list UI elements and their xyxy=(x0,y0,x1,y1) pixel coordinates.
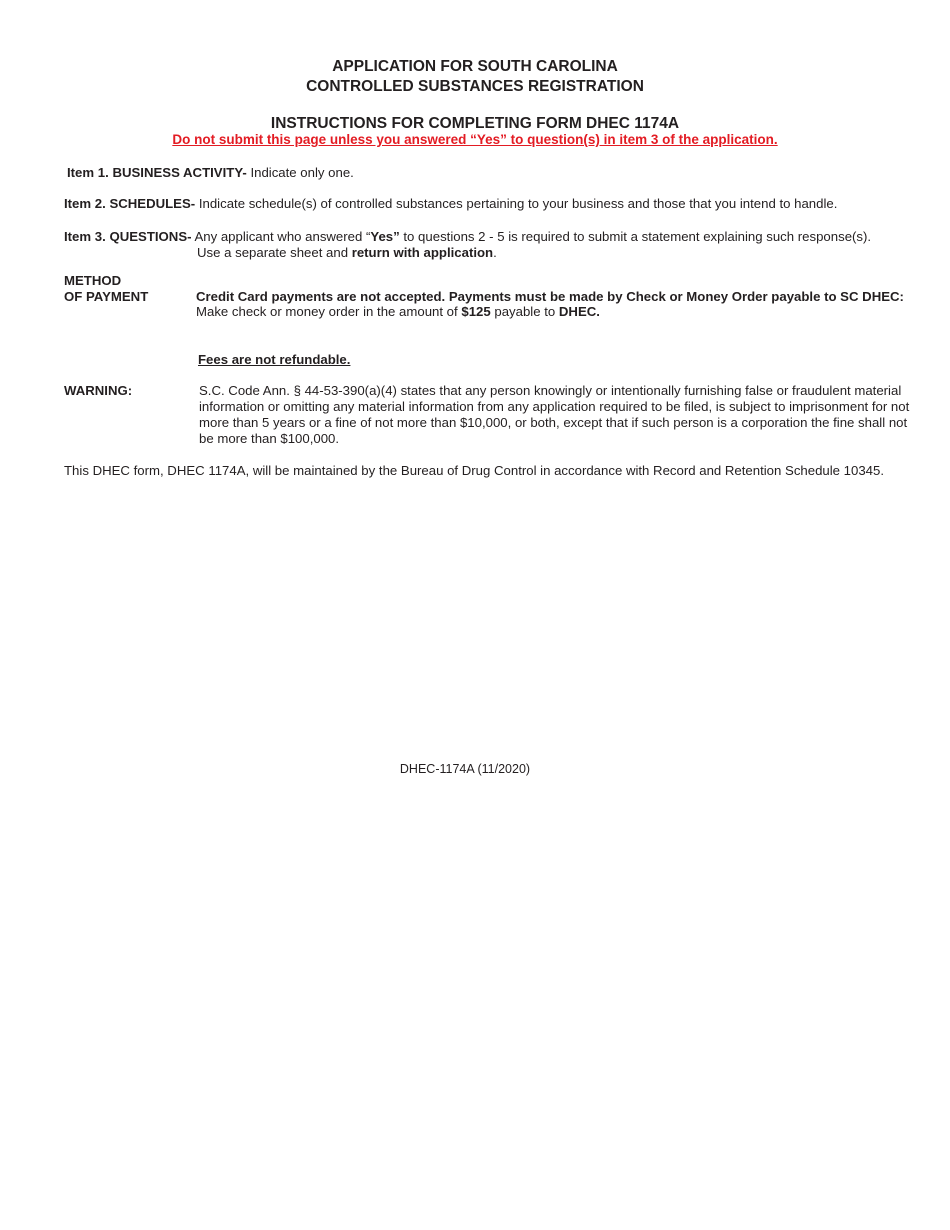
item-2 xyxy=(64,196,837,212)
payment-bold-text: Credit Card payments are not accepted. Payments must be made by Check or Money Order payable to SC DHEC: xyxy=(196,289,904,304)
item-2-label: Item 2. SCHEDULES- xyxy=(64,196,196,211)
warning-text: S.C. Code Ann. § 44-53-390(a)(4) states that any person knowingly or intentionally furnishing false or fraudulent material information or omitting any material information from any application required to be filed, is subject to imprisonment for not more than 5 years or a fine of not more than $10,000, or both, except that if such person is a corporation the fine shall not be more than $100,000. xyxy=(199,383,910,446)
instructions-title: INSTRUCTIONS FOR COMPLETING FORM DHEC 1174A xyxy=(270,115,680,132)
warning-label: WARNING: xyxy=(64,383,133,398)
item-3-text-a: Any applicant who answered “ xyxy=(191,229,371,244)
payment-line2-a: Make check or money order in the amount of xyxy=(196,304,462,319)
fees-note: Fees are not refundable. xyxy=(198,352,351,367)
form-id-footer: DHEC-1174A (11/2020) xyxy=(399,762,531,776)
item-3-label: Item 3. QUESTIONS- xyxy=(64,229,192,244)
item-3 xyxy=(64,229,871,245)
item-3-text-b: to questions 2 - 5 is required to submit a statement explaining such response(s). xyxy=(399,229,872,244)
payment-label-line-1: METHOD xyxy=(64,273,122,288)
item-3-yes: Yes” xyxy=(370,229,400,244)
item-3-line-2 xyxy=(197,245,497,261)
item-1 xyxy=(67,165,354,181)
payment-label-line-2: OF PAYMENT xyxy=(64,289,149,304)
item-3-line2-end: . xyxy=(493,245,497,260)
title-line-2: CONTROLLED SUBSTANCES REGISTRATION xyxy=(306,78,644,95)
item-3-line2-a: Use a separate sheet and xyxy=(197,245,352,260)
payment-amount: $125 xyxy=(461,304,491,319)
payment-line2-b: payable to xyxy=(490,304,559,319)
item-3-line2-bold: return with application xyxy=(351,245,494,260)
retention-text: This DHEC form, DHEC 1174A, will be maintained by the Bureau of Drug Control in accordance with Record and Retention Schedule 10345. xyxy=(64,463,885,478)
item-1-text: Indicate only one. xyxy=(246,165,354,180)
red-notice: Do not submit this page unless you answered “Yes” to question(s) in item 3 of the application. xyxy=(172,132,778,147)
payment-payee: DHEC. xyxy=(558,304,600,319)
item-2-text: Indicate schedule(s) of controlled substances pertaining to your business and those that you intend to handle. xyxy=(195,196,838,211)
payment-line-2 xyxy=(196,304,600,320)
item-1-label: Item 1. BUSINESS ACTIVITY- xyxy=(67,165,247,180)
title-line-1: APPLICATION FOR SOUTH CAROLINA xyxy=(332,58,618,75)
